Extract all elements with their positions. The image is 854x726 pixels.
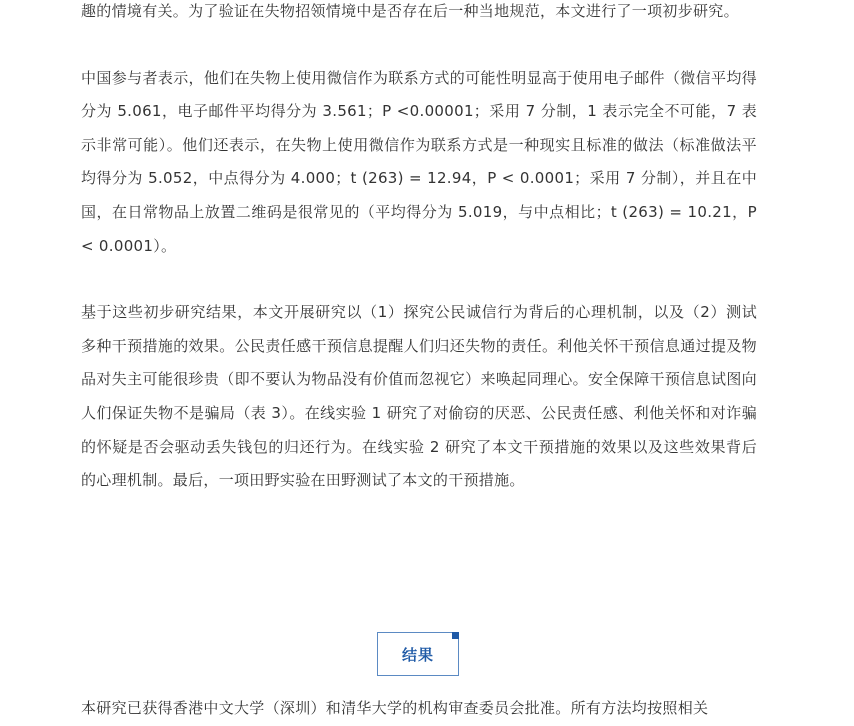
corner-accent-mark xyxy=(452,632,459,639)
section-title: 结果 xyxy=(401,645,434,664)
paragraph-preliminary-results: 中国参与者表示，他们在失物上使用微信作为联系方式的可能性明显高于使用电子邮件（微信平均得分为 5.061，电子邮件平均得分为 3.561；P <0.00001；采用 7 分制，1 表示完全不可能，7 表示非常可能）。他们还表示，在失物上使用微信作为联系方式是一种现实且标准的做法（标准做法平均得分为 5.052，中点得分为 4.000；t (263) = 12.94，P < 0.0001；采用 7 分制），并且在中国，在日常物品上放置二维码是很常见的（平均得分为 5.019，与中点相比；t (263) = 10.21，P < 0.0001）。 xyxy=(81,68,757,255)
paragraph-study-overview: 基于这些初步研究结果，本文开展研究以（1）探究公民诚信行为背后的心理机制，以及（2）测试多种干预措施的效果。公民责任感干预信息提醒人们归还失物的责任。利他关怀干预信息通过提及物品对失主可能很珍贵（即不要认为物品没有价值而忽视它）来唤起同理心。安全保障干预信息试图向人们保证失物不是骗局（表 3）。在线实验 1 研究了对偷窃的厌恶、公民责任感、利他关怀和对诈骗的怀疑是否会驱动丢失钱包的归还行为。在线实验 2 研究了本文干预措施的效果以及这些效果背后的心理机制。最后，一项田野实验在田野测试了本文的干预措施。 xyxy=(81,303,757,490)
paragraph-ethics-approval: 本研究已获得香港中文大学（深圳）和清华大学的机构审查委员会批准。所有方法均按照相关 xyxy=(81,699,709,717)
section-heading-results xyxy=(377,632,459,676)
paragraph-intro-continuation: 趣的情境有关。为了验证在失物招领情境中是否存在后一种当地规范，本文进行了一项初步研究。 xyxy=(81,2,739,20)
article-body xyxy=(81,0,757,498)
